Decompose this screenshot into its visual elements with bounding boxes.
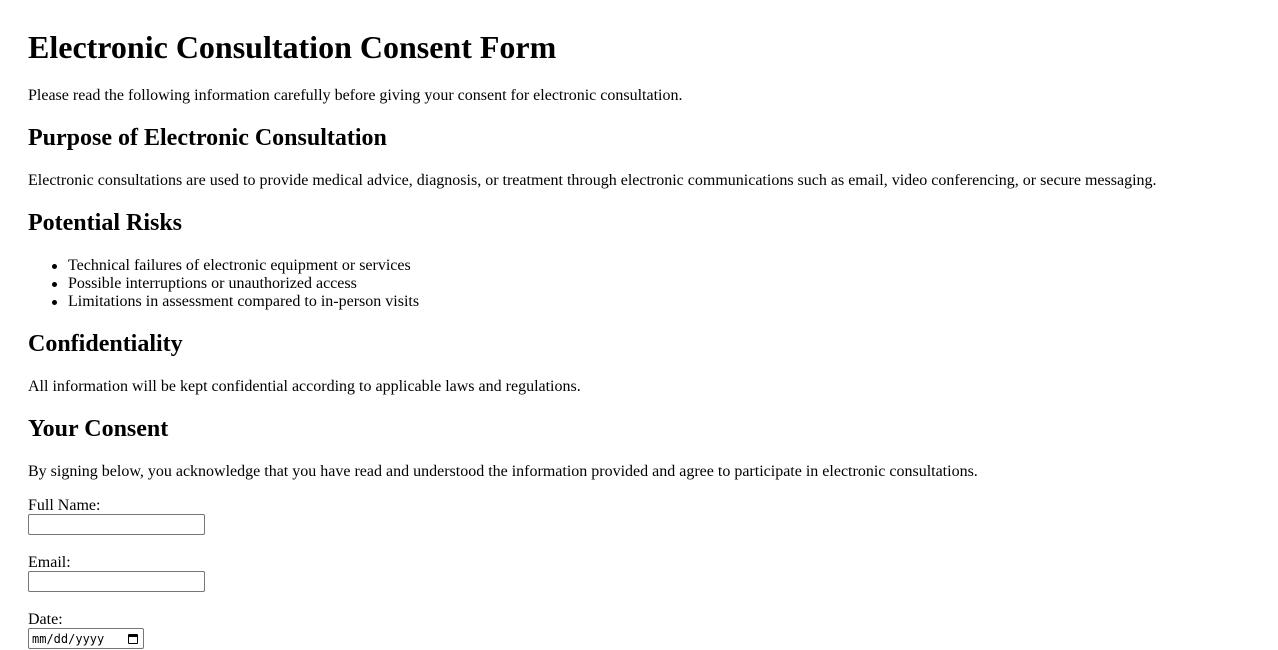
list-item (68, 293, 419, 311)
list-item (68, 257, 419, 275)
bullet-icon (52, 300, 57, 305)
date-placeholder: mm/dd/yyyy (32, 631, 105, 646)
email-label: Email: (28, 554, 71, 571)
confidentiality-text: All information will be kept confidential according to applicable laws and regulations. (28, 378, 581, 395)
list-item-text: Possible interruptions or unauthorized access (68, 275, 357, 292)
purpose-text: Electronic consultations are used to provide medical advice, diagnosis, or treatment through electronic communications such as email, video conferencing, or secure messaging. (28, 172, 1157, 189)
email-input[interactable] (28, 571, 205, 592)
risks-heading: Potential Risks (28, 210, 183, 236)
consent-heading: Your Consent (28, 416, 169, 442)
page-title: Electronic Consultation Consent Form (28, 29, 557, 65)
bullet-icon (52, 282, 57, 287)
full-name-input[interactable] (28, 514, 205, 535)
date-input[interactable] (28, 628, 144, 649)
risks-list (68, 257, 419, 311)
consent-text: By signing below, you acknowledge that you have read and understood the information provided and agree to participate in electronic consultations. (28, 463, 978, 480)
full-name-label: Full Name: (28, 497, 101, 514)
bullet-icon (52, 264, 57, 269)
list-item-text: Limitations in assessment compared to in-person visits (68, 293, 420, 310)
date-label: Date: (28, 611, 63, 628)
calendar-icon[interactable] (128, 634, 138, 644)
list-item (68, 275, 419, 293)
intro-text: Please read the following information carefully before giving your consent for electronic consultation. (28, 87, 683, 104)
purpose-heading: Purpose of Electronic Consultation (28, 125, 387, 151)
list-item-text: Technical failures of electronic equipment or services (68, 257, 411, 274)
confidentiality-heading: Confidentiality (28, 331, 183, 357)
